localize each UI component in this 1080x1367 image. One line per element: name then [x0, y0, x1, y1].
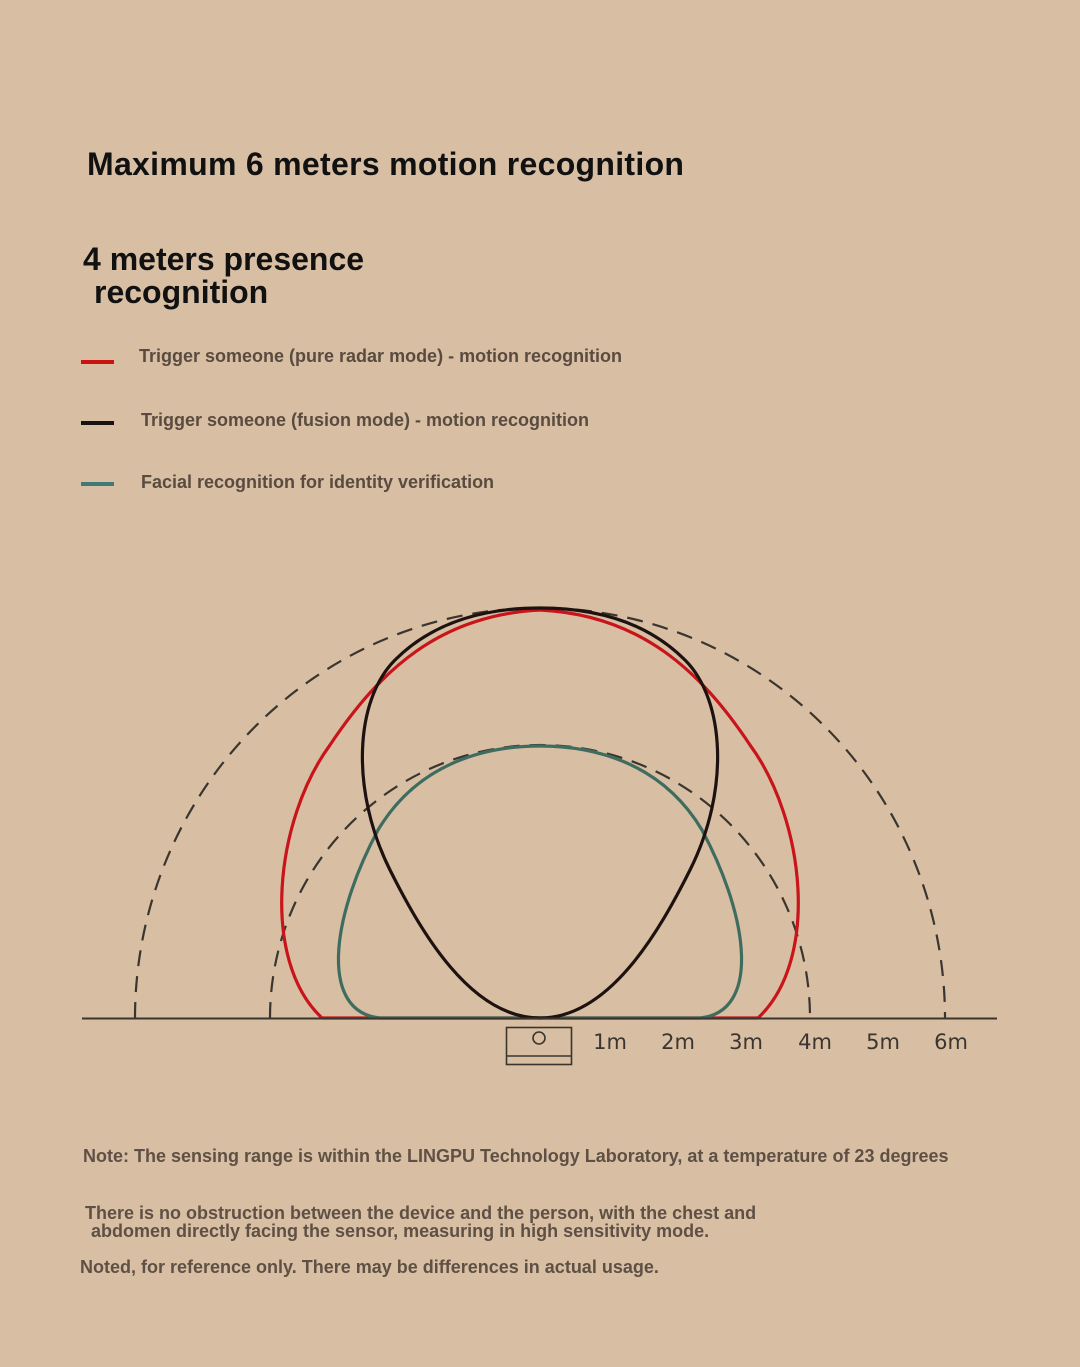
note-obstruction-line-2: abdomen directly facing the sensor, measuring in high sensitivity mode.	[91, 1221, 710, 1241]
range-circle-4m	[270, 745, 810, 1018]
range-circle-6m	[135, 608, 945, 1018]
page-title: Maximum 6 meters motion recognition	[87, 146, 685, 182]
note-obstruction-line-1: There is no obstruction between the device and the person, with the chest and	[85, 1203, 757, 1223]
scale-label-5m: 5m	[866, 1030, 900, 1054]
note-obstruction	[85, 1204, 756, 1240]
face-recognition-curve	[338, 746, 741, 1018]
legend-label-fusion: Trigger someone (fusion mode) - motion recognition	[141, 410, 590, 430]
scale-label-6m: 6m	[934, 1030, 968, 1054]
detection-range-diagram	[0, 560, 1080, 1080]
subtitle-line-2: recognition	[94, 274, 269, 310]
page-subtitle	[83, 243, 364, 309]
scale-label-3m: 3m	[729, 1030, 763, 1054]
note-lab-conditions: Note: The sensing range is within the LINGPU Technology Laboratory, at a temperature of 23 degrees	[83, 1146, 949, 1166]
legend-label-radar: Trigger someone (pure radar mode) - motion recognition	[139, 346, 623, 366]
legend-swatch-fusion	[81, 421, 114, 425]
scale-label-2m: 2m	[661, 1030, 695, 1054]
sensor-device-icon	[507, 1028, 572, 1065]
legend-swatch-face	[81, 482, 114, 486]
scale-label-1m: 1m	[593, 1030, 627, 1054]
fusion-mode-curve	[362, 608, 717, 1018]
scale-label-4m: 4m	[798, 1030, 832, 1054]
note-reference-only: Noted, for reference only. There may be differences in actual usage.	[80, 1257, 659, 1277]
legend-label-face: Facial recognition for identity verification	[141, 472, 495, 492]
radar-mode-curve	[282, 610, 799, 1018]
subtitle-line-1: 4 meters presence	[83, 241, 365, 277]
legend-swatch-radar	[81, 360, 114, 364]
